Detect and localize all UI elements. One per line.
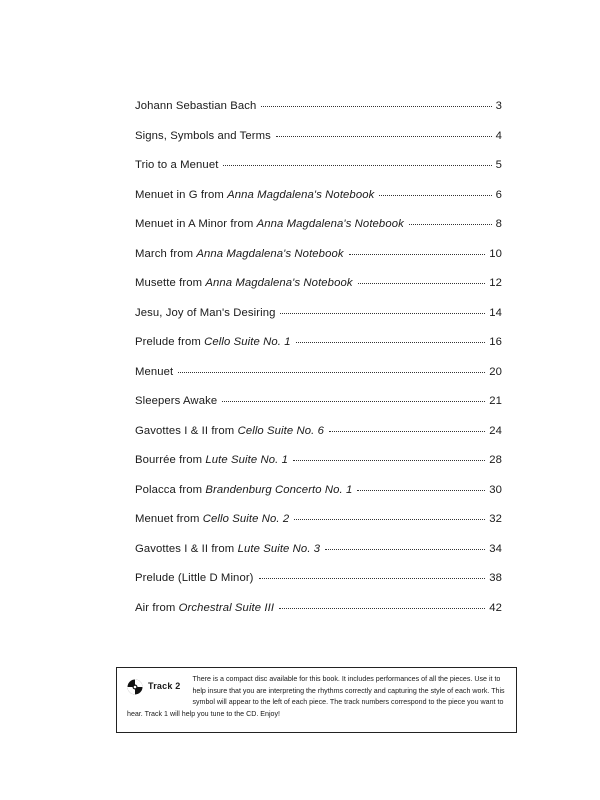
toc-page-number: 24 [489, 424, 502, 437]
toc-entry [135, 569, 502, 599]
dot-leader [293, 460, 485, 461]
toc-entry [135, 333, 502, 363]
toc-title-text: Menuet [135, 365, 174, 378]
dot-leader [358, 283, 486, 284]
toc-title-text: Gavottes I & II from [135, 424, 238, 437]
toc-entry [135, 510, 502, 540]
toc-page-number: 5 [495, 159, 502, 171]
toc-entry-title [135, 156, 218, 174]
toc-page-number: 10 [489, 247, 502, 260]
dot-leader [279, 608, 485, 609]
toc-work-title: Anna Magdalena's Notebook [227, 188, 375, 201]
dot-leader [409, 224, 492, 225]
toc-entry-title [135, 186, 374, 204]
dot-leader [222, 401, 485, 402]
toc-page-number: 12 [489, 277, 502, 289]
toc-work-title: Orchestral Suite III [178, 601, 275, 614]
toc-title-text: Johann Sebastian Bach [135, 100, 257, 112]
toc-title-text: Menuet in G from [135, 188, 228, 201]
toc-entry [135, 274, 502, 304]
toc-title-text: Signs, Symbols and Terms [135, 129, 271, 142]
toc-entry [135, 304, 502, 334]
toc-work-title: Cello Suite No. 1 [204, 336, 291, 348]
toc-entry-title [135, 422, 324, 440]
dot-leader [379, 195, 491, 196]
toc-title-text: Musette from [135, 277, 206, 289]
dot-leader [280, 313, 485, 314]
toc-title-text: Jesu, Joy of Man's Desiring [135, 306, 276, 319]
toc-page-number: 34 [489, 542, 502, 555]
dot-leader [296, 342, 486, 343]
toc-page-number: 28 [489, 454, 502, 466]
toc-title-text: Trio to a Menuet [135, 159, 219, 171]
toc-entry [135, 215, 502, 245]
toc-page-number: 32 [489, 513, 502, 525]
toc-entry [135, 186, 502, 216]
toc-work-title: Anna Magdalena's Notebook [196, 247, 344, 260]
toc-entry [135, 599, 502, 629]
toc-entry-title [135, 569, 254, 587]
toc-entry-title [135, 97, 256, 115]
toc-page-number: 4 [495, 129, 502, 142]
toc-title-text: Bourrée from [135, 454, 206, 466]
toc-title-text: Air from [135, 601, 179, 614]
toc-title-text: Gavottes I & II from [135, 542, 238, 555]
dot-leader [259, 578, 486, 579]
toc-work-title: Lute Suite No. 3 [237, 542, 321, 555]
toc-page-number: 30 [489, 483, 502, 496]
table-of-contents [135, 97, 502, 628]
toc-title-text: March from [135, 247, 197, 260]
toc-page-number: 14 [489, 306, 502, 319]
toc-entry-title [135, 215, 404, 233]
toc-page-number: 38 [489, 572, 502, 584]
toc-entry-title [135, 274, 353, 292]
toc-work-title: Cello Suite No. 6 [237, 424, 325, 437]
toc-work-title: Anna Magdalena's Notebook [256, 218, 404, 230]
toc-entry [135, 422, 502, 452]
toc-entry [135, 97, 502, 127]
toc-entry-title [135, 363, 173, 381]
toc-entry [135, 245, 502, 275]
track-label: Track 2 [148, 681, 181, 692]
notice-text: There is a compact disc available for this book. It includes performances of all the pieces. Use it to help insure that you are interpreting the rhythms correctly and capturing the style of each work. This symbol will appear to the left of each piece. The track numbers correspond to the piece you want to hear. Track 1 will help you tune to the CD. Enjoy! [127, 675, 505, 718]
toc-entry [135, 481, 502, 511]
toc-entry [135, 540, 502, 570]
toc-entry-title [135, 451, 288, 469]
toc-page-number: 21 [489, 395, 502, 407]
toc-entry-title [135, 540, 320, 558]
dot-leader [357, 490, 485, 491]
compact-disc-icon [127, 679, 143, 695]
toc-entry-title [135, 245, 344, 263]
toc-title-text: Menuet from [135, 513, 203, 525]
toc-entry-title [135, 127, 271, 145]
toc-work-title: Cello Suite No. 2 [202, 513, 290, 525]
toc-entry-title [135, 392, 217, 410]
toc-entry-title [135, 333, 291, 351]
dot-leader [294, 519, 485, 520]
toc-work-title: Lute Suite No. 1 [205, 454, 288, 466]
toc-entry-title [135, 304, 275, 322]
toc-entry [135, 451, 502, 481]
cd-notice-box [116, 667, 517, 733]
toc-page-number: 3 [495, 100, 502, 112]
dot-leader [223, 165, 491, 166]
toc-entry-title [135, 481, 352, 499]
toc-work-title: Anna Magdalena's Notebook [205, 277, 353, 289]
dot-leader [349, 254, 486, 255]
toc-title-text: Polacca from [135, 483, 206, 496]
toc-entry [135, 156, 502, 186]
toc-page-number: 42 [489, 601, 502, 614]
toc-entry [135, 392, 502, 422]
toc-title-text: Prelude from [135, 336, 205, 348]
toc-entry [135, 127, 502, 157]
toc-page-number: 16 [489, 336, 502, 348]
dot-leader [325, 549, 485, 550]
toc-entry-title [135, 510, 289, 528]
dot-leader [276, 136, 492, 137]
toc-page-number: 6 [495, 188, 502, 201]
track-badge [127, 676, 180, 698]
toc-page-number: 20 [489, 365, 502, 378]
toc-title-text: Prelude (Little D Minor) [135, 572, 254, 584]
toc-page-number: 8 [495, 218, 502, 230]
toc-entry [135, 363, 502, 393]
toc-title-text: Menuet in A Minor from [135, 218, 257, 230]
toc-entry-title [135, 599, 274, 617]
dot-leader [329, 431, 485, 432]
dot-leader [178, 372, 485, 373]
toc-work-title: Brandenburg Concerto No. 1 [205, 483, 353, 496]
toc-title-text: Sleepers Awake [135, 395, 218, 407]
dot-leader [261, 106, 491, 107]
